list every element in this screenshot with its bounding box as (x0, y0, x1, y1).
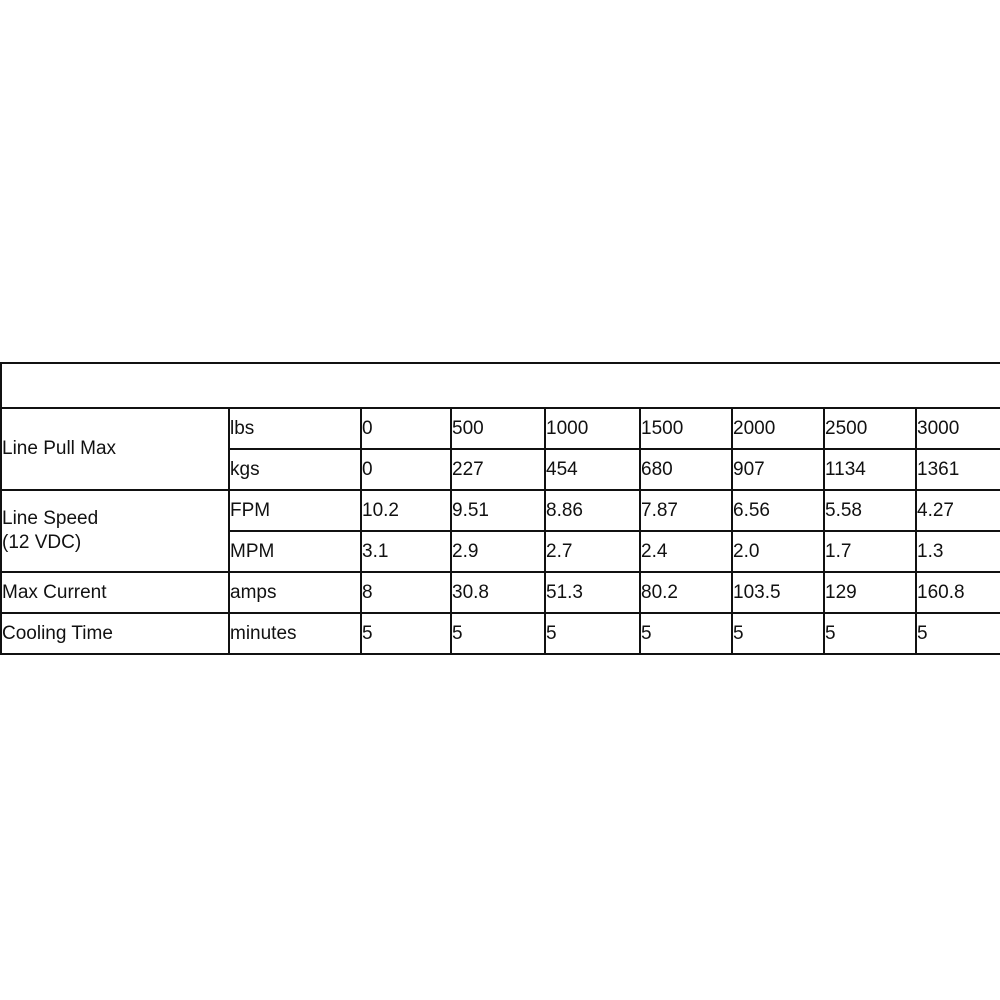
cell-amps-4: 103.5 (732, 572, 824, 613)
table-title-row (1, 363, 1000, 408)
cell-lbs-2: 1000 (545, 408, 640, 449)
cell-mpm-6: 1.3 (916, 531, 1000, 572)
cell-kgs-6: 1361 (916, 449, 1000, 490)
cell-mpm-5: 1.7 (824, 531, 916, 572)
table-row (1, 490, 1000, 531)
table-title: Line Speed and Motor Current (First Layer) (1, 363, 1000, 408)
cell-lbs-5: 2500 (824, 408, 916, 449)
cell-minutes-2: 5 (545, 613, 640, 654)
cell-mpm-0: 3.1 (361, 531, 451, 572)
cell-amps-3: 80.2 (640, 572, 732, 613)
cell-fpm-3: 7.87 (640, 490, 732, 531)
cell-fpm-6: 4.27 (916, 490, 1000, 531)
cell-amps-6: 160.8 (916, 572, 1000, 613)
cell-lbs-3: 1500 (640, 408, 732, 449)
row-unit-fpm: FPM (229, 490, 361, 531)
cell-fpm-0: 10.2 (361, 490, 451, 531)
cell-kgs-1: 227 (451, 449, 545, 490)
cell-kgs-4: 907 (732, 449, 824, 490)
table-row (1, 572, 1000, 613)
cell-minutes-6: 5 (916, 613, 1000, 654)
cell-minutes-1: 5 (451, 613, 545, 654)
row-label-cooling-time: Cooling Time (1, 613, 229, 654)
row-label-line-speed (1, 490, 229, 572)
cell-fpm-4: 6.56 (732, 490, 824, 531)
cell-mpm-4: 2.0 (732, 531, 824, 572)
cell-amps-5: 129 (824, 572, 916, 613)
row-unit-lbs: lbs (229, 408, 361, 449)
line-speed-motor-current-table (0, 362, 1000, 655)
cell-kgs-0: 0 (361, 449, 451, 490)
cell-amps-1: 30.8 (451, 572, 545, 613)
cell-fpm-5: 5.58 (824, 490, 916, 531)
row-unit-kgs: kgs (229, 449, 361, 490)
cell-minutes-4: 5 (732, 613, 824, 654)
row-label-line-speed-line2: (12 VDC) (2, 532, 82, 553)
cell-lbs-1: 500 (451, 408, 545, 449)
table-row (1, 613, 1000, 654)
row-unit-mpm: MPM (229, 531, 361, 572)
cell-mpm-2: 2.7 (545, 531, 640, 572)
table-row (1, 408, 1000, 449)
row-label-max-current: Max Current (1, 572, 229, 613)
cell-lbs-6: 3000 (916, 408, 1000, 449)
cell-minutes-5: 5 (824, 613, 916, 654)
row-label-line-speed-line1: Line Speed (2, 508, 99, 530)
cell-kgs-2: 454 (545, 449, 640, 490)
cell-fpm-2: 8.86 (545, 490, 640, 531)
cell-fpm-1: 9.51 (451, 490, 545, 531)
cell-lbs-4: 2000 (732, 408, 824, 449)
row-unit-minutes: minutes (229, 613, 361, 654)
cell-minutes-3: 5 (640, 613, 732, 654)
cell-mpm-1: 2.9 (451, 531, 545, 572)
row-unit-amps: amps (229, 572, 361, 613)
cell-amps-0: 8 (361, 572, 451, 613)
cell-amps-2: 51.3 (545, 572, 640, 613)
cell-lbs-0: 0 (361, 408, 451, 449)
row-label-line-pull-max: Line Pull Max (1, 408, 229, 490)
cell-kgs-5: 1134 (824, 449, 916, 490)
cell-kgs-3: 680 (640, 449, 732, 490)
spec-table-container (0, 362, 1000, 655)
cell-mpm-3: 2.4 (640, 531, 732, 572)
cell-minutes-0: 5 (361, 613, 451, 654)
